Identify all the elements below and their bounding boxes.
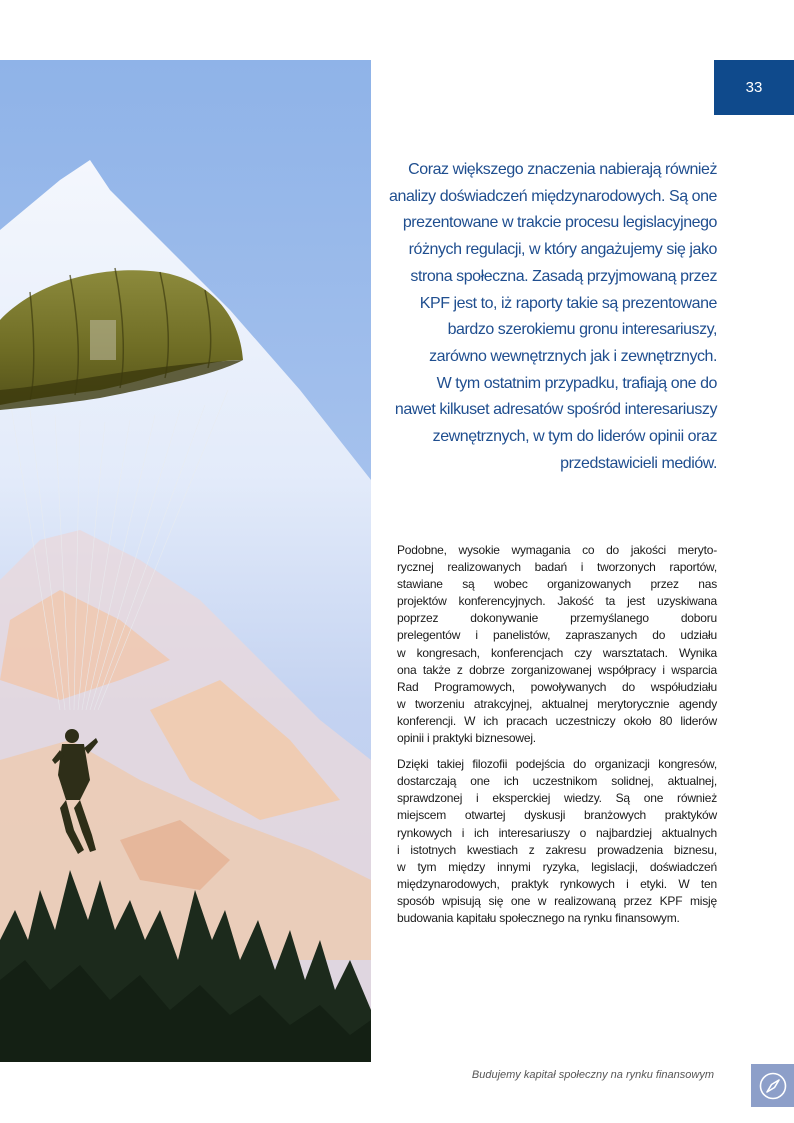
- text-line: Podobne, wysokie wymagania co do jakości meryto-: [397, 543, 717, 557]
- lead-line: bardzo szerokiemu gronu interesariuszy,: [447, 321, 717, 339]
- text-line: rynkowych i ich interesariuszy o najbardziej aktualnych: [397, 825, 717, 840]
- lead-line: zewnętrznych, w tym do liderów opinii oraz: [432, 428, 717, 446]
- paragraph-1: [397, 542, 717, 747]
- body-text: [397, 542, 717, 936]
- text-line: poprzez dokonywanie przemyślanego doboru: [397, 611, 717, 626]
- text-line: międzynarodowych, praktyk rynkowych i etyki. W ten: [397, 876, 717, 891]
- text-line: w kongresach, konferencjach czy warsztatach. Wynika: [397, 645, 717, 660]
- compass-button[interactable]: [751, 1064, 794, 1107]
- text-line: sposób wpisują się one w realizowaną przez KPF misję: [397, 893, 717, 908]
- text-line: prelegentów i panelistów, zapraszanych do udziału: [397, 628, 717, 643]
- text-line: dostarczają one ich uczestnikom solidnej, aktualnej,: [397, 774, 717, 789]
- compass-icon: [758, 1071, 788, 1101]
- text-line: rycznej realizowanych badań i tworzonych raportów,: [397, 560, 717, 575]
- paragraph-2: [397, 756, 717, 927]
- lead-line: prezentowane w trakcie procesu legislacyjnego: [402, 214, 717, 232]
- text-line: w tworzeniu atrakcyjnej, aktualnej merytorycznie agendy: [397, 696, 717, 711]
- text-line: Dzięki takiej filozofii podejścia do organizacji kongresów,: [397, 757, 717, 772]
- text-line: miejscem otwartej dyskusji branżowych praktyków: [397, 808, 717, 823]
- lead-line: nawet kilkuset adresatów spośród interesariuszy: [394, 401, 717, 419]
- lead-line: strona społeczna. Zasadą przyjmowaną przez: [410, 267, 717, 285]
- page-number: 33: [714, 60, 794, 115]
- lead-line: różnych regulacji, w który angażujemy się jako: [408, 241, 717, 259]
- text-line: opinii i praktyki biznesowej.: [397, 731, 536, 746]
- text-line: Rad Programowych, powoływanych do współudziału: [397, 679, 717, 694]
- text-line: stawiane są wobec organizowanych przez nas: [397, 577, 717, 592]
- text-line: budowania kapitału społecznego na rynku finansowym.: [397, 910, 680, 925]
- text-line: w tym między innymi ryzyka, legislacji, doświadczeń: [397, 859, 717, 874]
- lead-line: KPF jest to, iż raporty takie są prezentowane: [419, 294, 717, 312]
- footer-slogan: Budujemy kapitał społeczny na rynku finansowym: [471, 1069, 714, 1081]
- text-line: i istotnych kwestiach z zakresu prowadzenia biznesu,: [397, 842, 717, 857]
- lead-line: analizy doświadczeń międzynarodowych. Są one: [389, 187, 717, 205]
- lead-line: zarówno wewnętrznych jak i zewnętrznych.: [429, 347, 717, 365]
- lead-line: W tym ostatnim przypadku, trafiają one do: [436, 374, 717, 392]
- lead-line: Coraz większego znaczenia nabierają również: [408, 161, 717, 178]
- text-line: konferencji. W ich pracach uczestniczy około 80 liderów: [397, 713, 717, 728]
- lead-line: przedstawicieli mediów.: [560, 454, 717, 472]
- text-line: sprawdzonej i eksperckiej wiedzy. Są one również: [397, 791, 717, 806]
- text-line: projektów konferencyjnych. Jakość ta jest uzyskiwana: [397, 594, 717, 609]
- text-line: ona także z dobrze zorganizowanej współpracy i wsparcia: [397, 662, 717, 677]
- lead-quote: [385, 157, 717, 477]
- parachute-photo: [0, 60, 371, 1062]
